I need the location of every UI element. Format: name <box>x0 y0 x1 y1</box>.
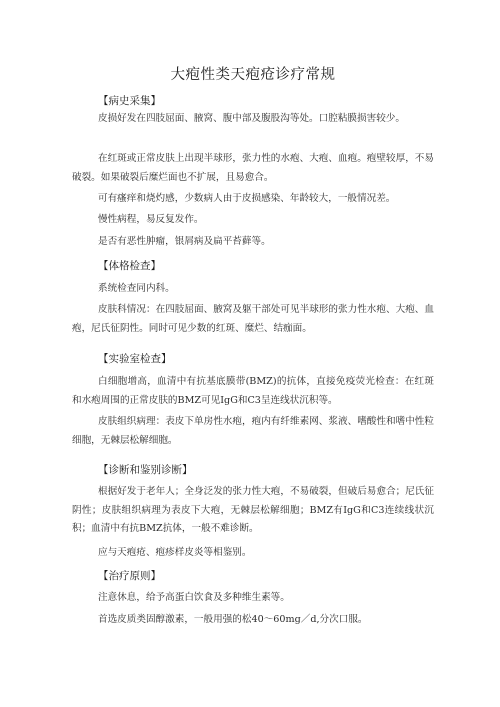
paragraph: 慢性病程，易反复发作。 <box>98 214 204 225</box>
section-heading-physical-exam: 【体格检查】 <box>98 260 161 272</box>
paragraph: 注意休息，给予高蛋白饮食及多种维生素等。 <box>98 592 290 603</box>
paragraph: 皮肤组织病理：表皮下单房性水疱，疱内有纤维素网、浆液、嗜酸性和嗜中性粒细胞，无棘层松解细胞。 <box>72 416 434 446</box>
paragraph: 皮肤科情况：在四肢屈面、腋窝及躯干部处可见半球形的张力性水疱、大疱、血疱，尼氏征阴性。同时可见少数的红斑、糜烂、结痂面。 <box>72 304 434 334</box>
paragraph: 在红斑或正常皮肤上出现半球形，张力性的水疱、大疱、血疱。疱壁较厚，不易破裂。如果破裂后糜烂面也不扩展，且易愈合。 <box>72 153 434 183</box>
section-heading-history: 【病史采集】 <box>98 95 161 107</box>
paragraph: 首选皮质类固醇激素，一般用强的松40～60mg／d,分次口服。 <box>98 614 368 625</box>
paragraph: 是否有恶性肿瘤，银屑病及扁平苔藓等。 <box>98 236 271 247</box>
section-heading-diagnosis: 【诊断和鉴别诊断】 <box>98 464 193 476</box>
paragraph: 白细胞增高，血清中有抗基底膜带(BMZ)的抗体，直接免疫荧光检查：在红斑和水疱周围的正常皮肤的BMZ可见IgG和C3呈连线状沉积等。 <box>72 376 434 406</box>
paragraph: 根据好发于老年人；全身泛发的张力性大疱，不易破裂，但破后易愈合；尼氏征阴性；皮肤组织病理为表皮下大疱，无棘层松解细胞；BMZ有IgG和C3连续线状沉积；血清中有抗BMZ抗体，一般不难诊断。 <box>72 486 434 534</box>
paragraph: 皮损好发在四肢屈面、腋窝、腹中部及腹股沟等处。口腔粘膜损害较少。 <box>98 113 405 124</box>
paragraph: 系统检查同内科。 <box>98 283 175 294</box>
document-title: 大疱性类天疱疮诊疗常规 <box>170 67 336 83</box>
paragraph: 应与天疱疮、疱疹样皮炎等相鉴别。 <box>98 547 252 558</box>
section-heading-lab-tests: 【实验室检查】 <box>98 353 172 365</box>
paragraph: 可有瘙痒和烧灼感，少数病人由于皮损感染、年龄较大，一般情况差。 <box>98 193 396 204</box>
section-heading-treatment: 【治疗原则】 <box>98 570 161 582</box>
